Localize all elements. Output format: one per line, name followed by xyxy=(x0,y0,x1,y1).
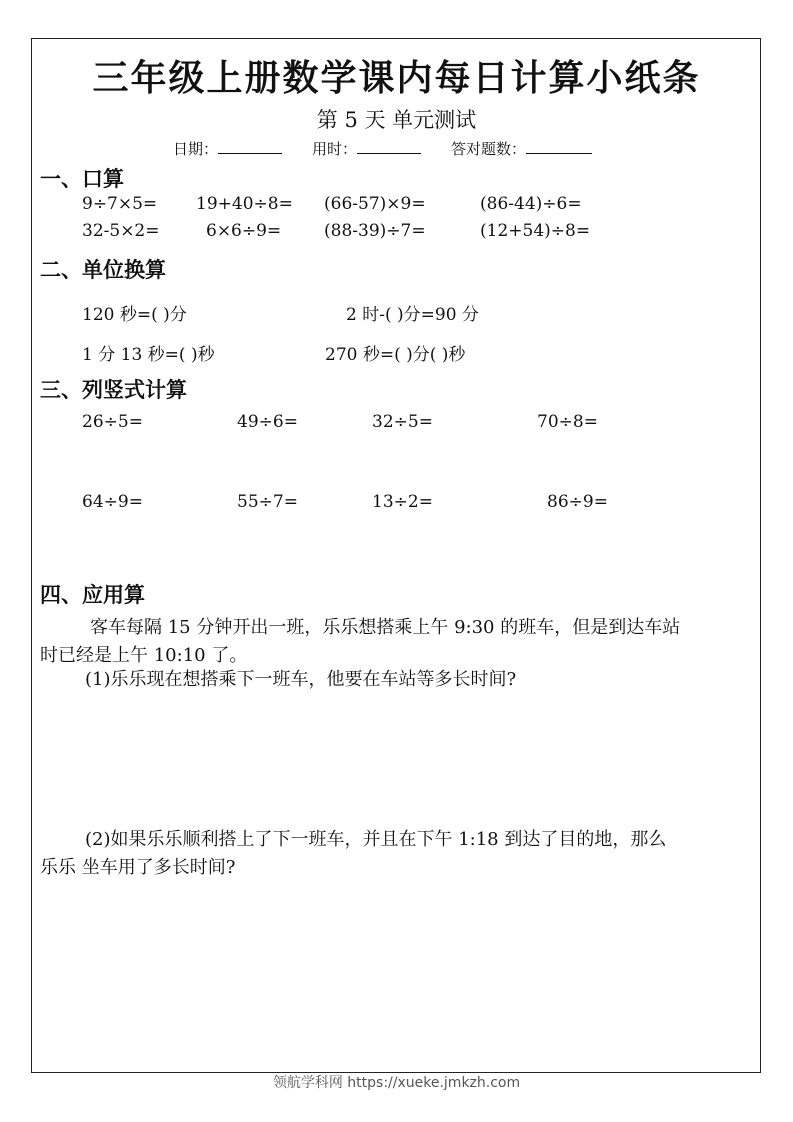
problem-item: 270 秒=( )分( )秒 xyxy=(325,345,466,365)
problem-item: 70÷8= xyxy=(537,412,598,432)
section-heading-vertical-calc: 三、列竖式计算 xyxy=(40,377,187,402)
time-blank xyxy=(357,139,421,154)
problem-item: 6×6÷9= xyxy=(206,221,282,241)
correct-count-blank xyxy=(526,139,592,154)
footer-watermark: 领航学科网 https://xueke.jmkzh.com xyxy=(272,1075,521,1091)
section-heading-mental-math: 一、口算 xyxy=(40,166,124,191)
problem-item: 9÷7×5= xyxy=(82,194,158,214)
date-label: 日期： xyxy=(173,140,219,158)
problem-item: (66-57)×9= xyxy=(324,194,426,214)
word-problem-intro-line1: 客车每隔 15 分钟开出一班，乐乐想搭乘上午 9:30 的班车，但是到达车站 xyxy=(90,617,681,638)
time-field xyxy=(312,138,421,159)
problem-item: 1 分 13 秒=( )秒 xyxy=(82,345,215,365)
problem-item: 13÷2= xyxy=(372,492,433,512)
problem-item: 64÷9= xyxy=(82,492,143,512)
problem-item: 86÷9= xyxy=(547,492,608,512)
problem-item: 55÷7= xyxy=(237,492,298,512)
correct-count-label: 答对题数： xyxy=(451,140,527,158)
problem-item: 2 时-( )分=90 分 xyxy=(346,305,479,325)
page-title: 三年级上册数学课内每日计算小纸条 xyxy=(92,57,701,99)
correct-count-field xyxy=(451,138,592,159)
problem-item: 120 秒=( )分 xyxy=(82,305,187,325)
word-problem-intro-line2: 时已经是上午 10:10 了。 xyxy=(40,645,248,666)
problem-item: 32-5×2= xyxy=(82,221,160,241)
problem-item: (88-39)÷7= xyxy=(324,221,426,241)
problem-item: 32÷5= xyxy=(372,412,433,432)
problem-item: 49÷6= xyxy=(237,412,298,432)
section-heading-unit-conversion: 二、单位换算 xyxy=(40,257,166,282)
date-field xyxy=(173,138,282,159)
word-problem-question-2-line2: 乐乐 坐车用了多长时间? xyxy=(40,857,236,878)
problem-item: 19+40÷8= xyxy=(196,194,293,214)
page-subtitle: 第 5 天 单元测试 xyxy=(316,108,477,132)
problem-item: 26÷5= xyxy=(82,412,143,432)
word-problem-question-2-line1: (2)如果乐乐顺利搭上了下一班车，并且在下午 1:18 到达了目的地，那么 xyxy=(85,829,667,850)
problem-item: (12+54)÷8= xyxy=(480,221,591,241)
word-problem-question-1: (1)乐乐现在想搭乘下一班车，他要在车站等多长时间? xyxy=(85,669,517,690)
section-heading-word-problems: 四、应用算 xyxy=(40,582,145,607)
date-blank xyxy=(218,139,282,154)
problem-item: (86-44)÷6= xyxy=(480,194,582,214)
time-label: 用时： xyxy=(312,140,358,158)
